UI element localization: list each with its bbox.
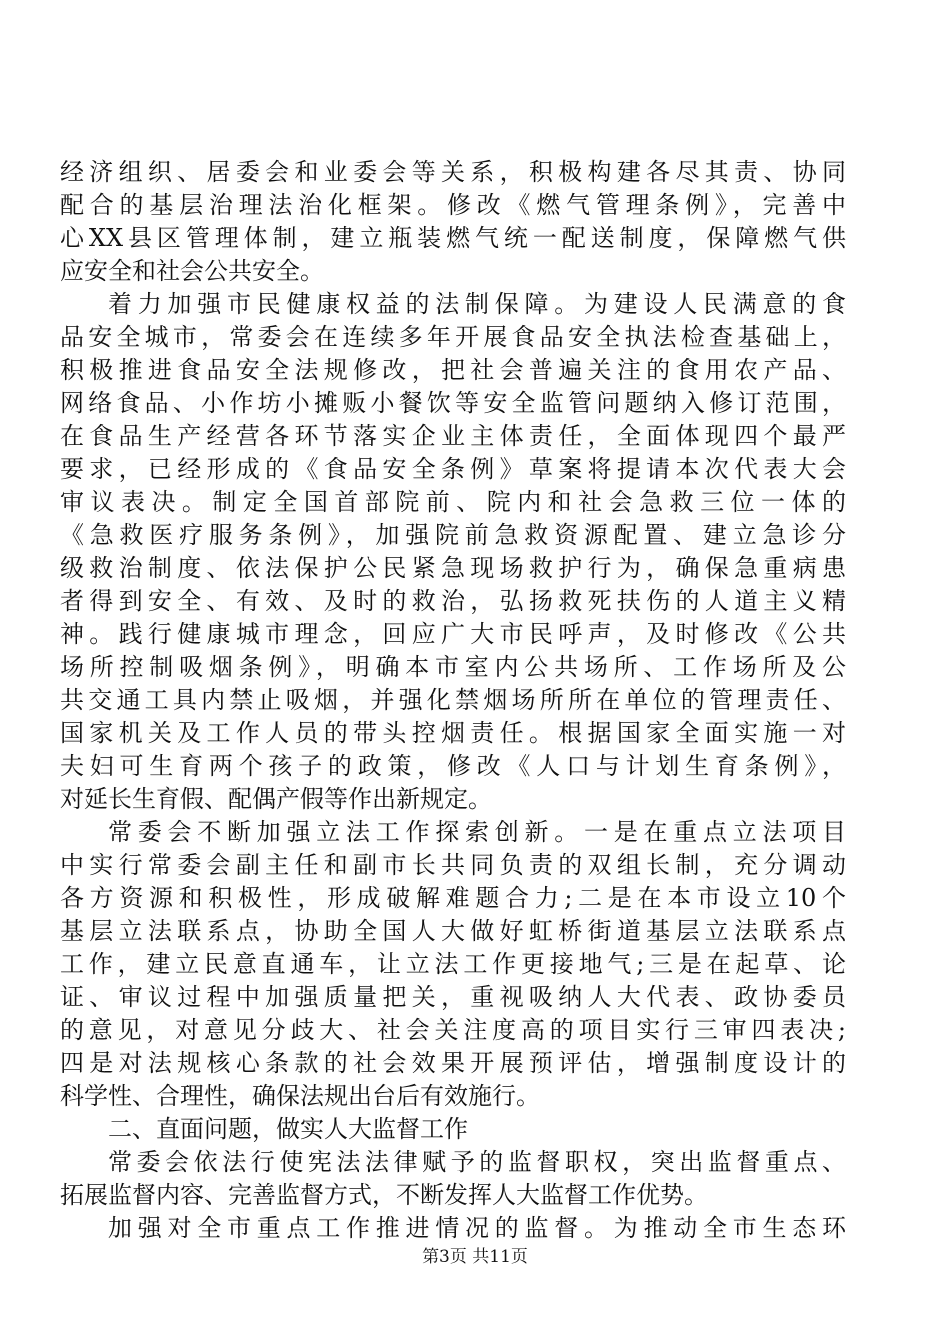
text-line: 场所控制吸烟条例》，明确本市室内公共场所、工作场所及公 — [60, 653, 846, 681]
text-line: 二、直面问题，做实人大监督工作 — [108, 1115, 468, 1143]
text-line: 网络食品、小作坊小摊贩小餐饮等安全监管问题纳入修订范围， — [60, 389, 846, 417]
text-line: 积极推进食品安全法规修改，把社会普遍关注的食用农产品、 — [60, 356, 846, 384]
text-line: 对延长生育假、配偶产假等作出新规定。 — [60, 785, 492, 813]
text-line: 要求，已经形成的《食品安全条例》草案将提请本次代表大会 — [60, 455, 846, 483]
text-line: 应安全和社会公共安全。 — [60, 257, 324, 285]
text-line: 中实行常委会副主任和副市长共同负责的双组长制，充分调动 — [60, 851, 846, 879]
text-line: 《急救医疗服务条例》，加强院前急救资源配置、建立急诊分 — [60, 521, 846, 549]
page-number-indicator: 第3页 共11页 — [422, 1247, 528, 1267]
text-line: 拓展监督内容、完善监督方式，不断发挥人大监督工作优势。 — [60, 1181, 708, 1209]
text-line: 基层立法联系点，协助全国人大做好虹桥街道基层立法联系点 — [60, 917, 846, 945]
text-line: 夫妇可生育两个孩子的政策，修改《人口与计划生育条例》， — [60, 752, 846, 780]
text-line: 各方资源和积极性，形成破解难题合力;二是在本市设立10个 — [60, 884, 846, 912]
text-line: 者得到安全、有效、及时的救治，弘扬救死扶伤的人道主义精 — [60, 587, 846, 615]
text-line: 共交通工具内禁止吸烟，并强化禁烟场所所在单位的管理责任、 — [60, 686, 846, 714]
text-line: 着力加强市民健康权益的法制保障。为建设人民满意的食 — [108, 290, 846, 318]
text-line: 证、审议过程中加强质量把关，重视吸纳人大代表、政协委员 — [60, 983, 846, 1011]
page-footer — [0, 1246, 950, 1268]
text-line: 神。践行健康城市理念，回应广大市民呼声，及时修改《公共 — [60, 620, 846, 648]
text-line: 加强对全市重点工作推进情况的监督。为推动全市生态环 — [108, 1214, 846, 1242]
text-line: 级救治制度、依法保护公民紧急现场救护行为，确保急重病患 — [60, 554, 846, 582]
text-line: 配合的基层治理法治化框架。修改《燃气管理条例》，完善中 — [60, 191, 846, 219]
text-line: 四是对法规核心条款的社会效果开展预评估，增强制度设计的 — [60, 1049, 846, 1077]
text-line: 心XX县区管理体制，建立瓶装燃气统一配送制度，保障燃气供 — [60, 224, 846, 252]
text-line: 国家机关及工作人员的带头控烟责任。根据国家全面实施一对 — [60, 719, 846, 747]
text-line: 经济组织、居委会和业委会等关系，积极构建各尽其责、协同 — [60, 158, 846, 186]
document-body — [60, 156, 846, 1245]
text-line: 品安全城市，常委会在连续多年开展食品安全执法检查基础上， — [60, 323, 846, 351]
text-line: 的意见，对意见分歧大、社会关注度高的项目实行三审四表决; — [60, 1016, 846, 1044]
text-line: 科学性、合理性，确保法规出台后有效施行。 — [60, 1082, 540, 1110]
text-line: 工作，建立民意直通车，让立法工作更接地气;三是在起草、论 — [60, 950, 846, 978]
text-line: 在食品生产经营各环节落实企业主体责任，全面体现四个最严 — [60, 422, 846, 450]
text-line: 常委会依法行使宪法法律赋予的监督职权，突出监督重点、 — [108, 1148, 846, 1176]
text-line: 审议表决。制定全国首部院前、院内和社会急救三位一体的 — [60, 488, 846, 516]
text-line: 常委会不断加强立法工作探索创新。一是在重点立法项目 — [108, 818, 846, 846]
